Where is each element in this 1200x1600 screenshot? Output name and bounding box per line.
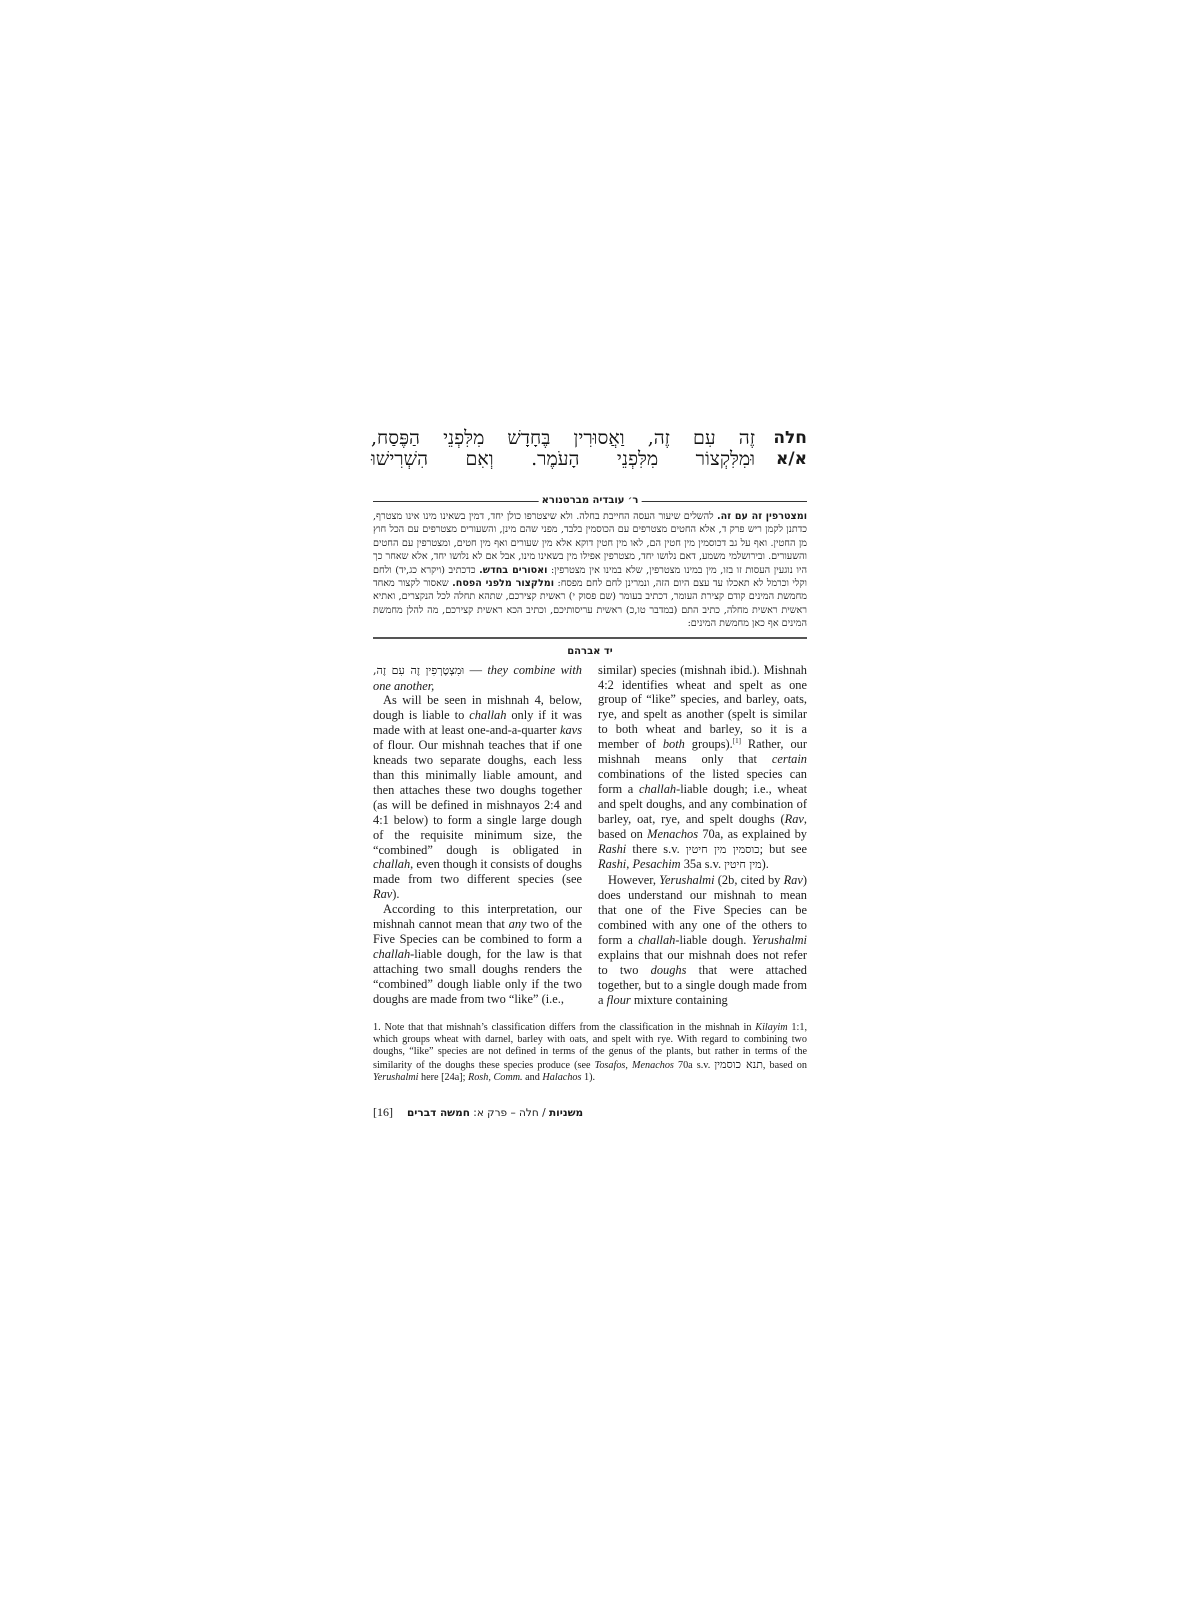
bartenura-title: ר׳ עובדיה מברטנורא bbox=[539, 494, 642, 508]
paragraph: As will be seen in mishnah 4, below, dough is liable to challah only if it was made with at least one-and-a-quarter kavs of flour. Our mishnah teaches that if one kneads two separate doughs, each less than this minimally liable amount, and then attaches these two doughs together (as will be defined in mishnayos 2:4 and 4:1 below) to form a single large dough of the requisite minimum size, the “combined” dough is obligated in challah, even though it consists of doughs made from two different species (see Rav). bbox=[373, 693, 582, 902]
page-footer bbox=[373, 1105, 807, 1120]
book-page bbox=[373, 428, 807, 1120]
footnote-reference[interactable]: [1] bbox=[732, 737, 741, 746]
paragraph: similar) species (mishnah ibid.). Mishnah 4:2 identifies wheat and spelt as one group of “like” species, and barley, oats, rye, and spelt as another (spelt is similar to both wheat and barley, so it is a member of both groups).[1] Rather, our mishnah means only that certain combinations of the listed species can form a challah-liable dough; i.e., wheat and spelt doughs, and any combination of barley, oat, rye, and spelt doughs (Rav, based on Menachos 70a, as explained by Rashi there s.v. כוסמין מין חיטין; but see Rashi, Pesachim 35a s.v. מין חיטין). bbox=[598, 662, 808, 872]
yad-avraham-columns bbox=[373, 663, 807, 1008]
bartenura-heading-rule bbox=[373, 494, 807, 508]
paragraph: According to this interpretation, our mishnah cannot mean that any two of the Five Species can be combined to form a challah-liable dough, for the law is that attaching two small doughs renders the “combined” dough liable only if the two doughs are made from two “like” (i.e., bbox=[373, 902, 582, 1006]
commentary-text: שאסור לקצור מאחד מחמשת המינים קודם קצירת העומר, דכתיב בעומר (שם פסוק י) ראשית קצירכם, שתהא תחלה לכל הנקצרים, ואתיא ראשית ראשית מחלה, כתיב התם (במדבר טו,כ) ראשית עריסותיכם, וכתיב הכא ראשית קצירכם, מה להלן מחמשת המינים אף כאן מחמשת המינים: bbox=[373, 578, 807, 630]
left-column bbox=[373, 663, 582, 1008]
paragraph: However, Yerushalmi (2b, cited by Rav) does understand our mishnah to mean that one of the Five Species can be combined with any one of the others to form a challah-liable dough. Yerushalmi explains that our mishnah does not refer to two doughs that were attached together, but to a single dough made from a flour mixture containing bbox=[598, 873, 808, 1007]
commentary-text: כדכתיב (ויקרא כג,יד) ולחם וקלי וכרמל לא תאכלו עד עצם היום הזה, ונמרינן לחם לחם מפסח: bbox=[373, 564, 807, 590]
mishnah-line: זֶה עִם זֶה, וַאֲסוּרִין בֶּחָדָשׁ מִלִּפְנֵי הַפֶּסַח, bbox=[371, 427, 755, 449]
tractate-label bbox=[763, 428, 807, 470]
tractate-name: חלה bbox=[773, 428, 807, 448]
lemma-translation: they combine with one another, bbox=[373, 662, 583, 693]
footer-content bbox=[373, 1105, 583, 1120]
mishnah-line: וּמִלִּקְצוֹר מִלִּפְנֵי הָעֹמֶר. וְאִם הִשְׁרִישׁוּ bbox=[371, 448, 755, 470]
dibbur-hamaschil: ומלקצור מלפני הפסח. bbox=[452, 578, 555, 590]
bartenura-commentary bbox=[373, 510, 807, 631]
lemma: וּמִצְטָרְפִין זֶה עִם זֶה, — they combine with one another, bbox=[373, 662, 583, 693]
footnote: 1. Note that that mishnah’s classification differs from the classification in the mishnah in Kilayim 1:1, which groups wheat with darnel, barley with oats, and spelt with rye. With regard to combining two doughs, “like” species are not defined in terms of the genus of the plants, but rather in terms of the similarity of the doughs these species produce (see Tosafos, Menachos 70a s.v. תנא כוסמין, based on Yerushalmi here [24a]; Rosh, Comm. and Halachos 1). bbox=[373, 1021, 807, 1084]
running-head: משניות / חלה – פרק א: חמשה דברים bbox=[407, 1106, 584, 1119]
yad-avraham-title: יד אברהם bbox=[567, 645, 613, 657]
dibbur-hamaschil: ואסורים בחדש. bbox=[479, 564, 548, 576]
mishnah-text bbox=[371, 428, 755, 470]
mishnah-header bbox=[373, 428, 807, 478]
divider bbox=[373, 637, 807, 639]
chapter-mishnah-reference: א/א bbox=[776, 449, 807, 469]
dibbur-hamaschil: ומצטרפין זה עם זה. bbox=[717, 511, 807, 522]
commentary-text: להשלים שיעור העסה החייבת בחלה. ולא שיצטרפו כולן יחד, דמין בשאינו מינו אינו מצטרף, כדתנן לקמן ריש פרק ד, אלא החטים מצטרפים עם הכוסמין בלבד, מפני שהם מינן, והשעורים מצטרפים עם הכל חוץ מן החטין. ואף על גב דכוסמין מין חטין הם, לאו מין חטין דוקא אלא מין שעורים ואף מין חטים, ומצטרפין עם החטים והשעורים. ובירושלמי משמע, דאם נלושו יחד, מצטרפין אפילו מין בשאינו מינו, אבל אם לא נלושו יחד, אלא שאחר כך היו נוגעין העסות זו בזו, מין במינו מצטרפין, שלא במינו אין מצטרפין: bbox=[373, 511, 807, 576]
right-column bbox=[598, 663, 807, 1008]
lemma-hebrew: וּמִצְטָרְפִין זֶה עִם זֶה, bbox=[373, 663, 465, 677]
page-number: [16] bbox=[373, 1104, 393, 1119]
